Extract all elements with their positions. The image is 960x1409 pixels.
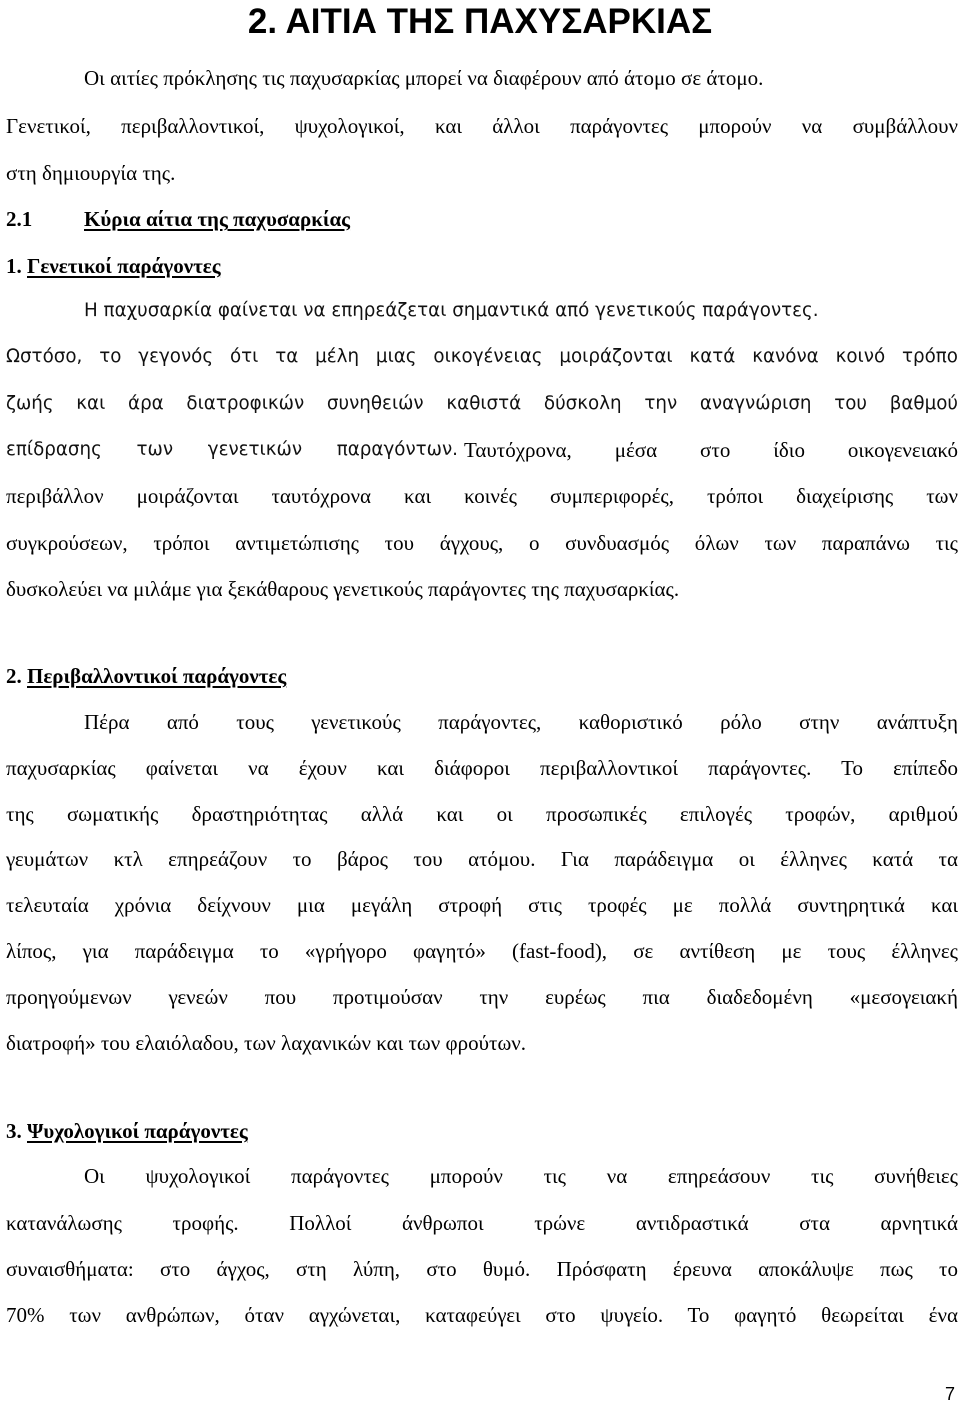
section-number: 2.1 [6,207,33,231]
factor-3-line-2: κατανάλωσης τροφής. Πολλοί άνθρωποι τρώνε αντιδραστικά στα αρνητικά [6,1211,958,1235]
factor-2-line-8: διατροφή» του ελαιόλαδου, των λαχανικών και των φρούτων. [6,1031,527,1055]
factor-2-heading [6,663,958,689]
section-title: Κύρια αίτια της παχυσαρκίας [84,207,351,231]
factor-3-line-4: 70% των ανθρώπων, όταν αγχώνεται, καταφεύγει στο ψυγείο. Το φαγητό θεωρείται ένα [6,1303,958,1327]
factor-1-number: 1. [6,254,22,278]
factor-1-line-3: ζωής και άρα διατροφικών συνηθειών καθιστά δύσκολη την αναγνώριση του βαθμού [6,393,958,414]
intro-line-1: Οι αιτίες πρόκλησης τις παχυσαρκίας μπορεί να διαφέρουν από άτομο σε άτομο. [84,66,764,90]
factor-1-line-6: συγκρούσεων, τρόποι αντιμετώπισης του άγχους, ο συνδυασμός όλων των παραπάνω τις [6,531,958,555]
factor-3-title: Ψυχολογικοί παράγοντες [27,1119,248,1143]
factor-2-number: 2. [6,664,22,688]
factor-1-title: Γενετικοί παράγοντες [27,254,221,278]
factor-3-number: 3. [6,1119,22,1143]
factor-3-heading [6,1118,958,1144]
factor-1-line-4-lead: επίδρασης των γενετικών παραγόντων. [6,439,458,460]
factor-1-line-4-tail: Ταυτόχρονα, μέσα στο ίδιο οικογενειακό [464,438,958,462]
factor-2-line-6: λίπος, για παράδειγμα το «γρήγορο φαγητό» (fast-food), σε αντίθεση με τους έλληνες [6,939,958,963]
factor-3-line-1: Οι ψυχολογικοί παράγοντες μπορούν τις να επηρεάσουν τις συνήθειες [84,1164,958,1188]
intro-line-3: στη δημιουργία της. [6,161,176,185]
factor-1-heading [6,253,958,279]
section-heading-2-1 [6,206,958,232]
factor-3-line-3: συναισθήματα: στο άγχος, στη λύπη, στο θυμό. Πρόσφατη έρευνα αποκάλυψε πως το [6,1257,958,1281]
factor-2-line-3: της σωματικής δραστηριότητας αλλά και οι προσωπικές επιλογές τροφών, αριθμού [6,802,958,826]
factor-1-line-1: Η παχυσαρκία φαίνεται να επηρεάζεται σημαντικά από γενετικούς παράγοντες. [84,300,819,321]
factor-2-line-1: Πέρα από τους γενετικούς παράγοντες, καθοριστικό ρόλο στην ανάπτυξη [84,710,958,734]
factor-2-line-2: παχυσαρκίας φαίνεται να έχουν και διάφοροι περιβαλλοντικοί παράγοντες. Το επίπεδο [6,756,958,780]
factor-1-line-4 [6,437,958,463]
factor-2-title: Περιβαλλοντικοί παράγοντες [27,664,287,688]
factor-2-line-4: γευμάτων κτλ επηρεάζουν το βάρος του ατόμου. Για παράδειγμα οι έλληνες κατά τα [6,847,958,871]
factor-2-line-5: τελευταία χρόνια δείχνουν μια μεγάλη στροφή στις τροφές με πολλά συντηρητικά και [6,893,958,917]
page-number: 7 [944,1384,955,1404]
chapter-title: 2. ΑΙΤΙΑ ΤΗΣ ΠΑΧΥΣΑΡΚΙΑΣ [247,2,713,41]
intro-line-2: Γενετικοί, περιβαλλοντικοί, ψυχολογικοί, και άλλοι παράγοντες μπορούν να συμβάλλουν [6,114,958,138]
factor-2-line-7: προηγούμενων γενεών που προτιμούσαν την ευρέως πια διαδεδομένη «μεσογειακή [6,985,958,1009]
factor-1-line-7: δυσκολεύει να μιλάμε για ξεκάθαρους γενετικούς παράγοντες της παχυσαρκίας. [6,577,680,601]
factor-1-line-5: περιβάλλον μοιράζονται ταυτόχρονα και κοινές συμπεριφορές, τρόποι διαχείρισης των [6,484,958,508]
factor-1-line-2: Ωστόσο, το γεγονός ότι τα μέλη μιας οικογένειας μοιράζονται κατά κανόνα κοινό τρόπο [6,346,958,367]
